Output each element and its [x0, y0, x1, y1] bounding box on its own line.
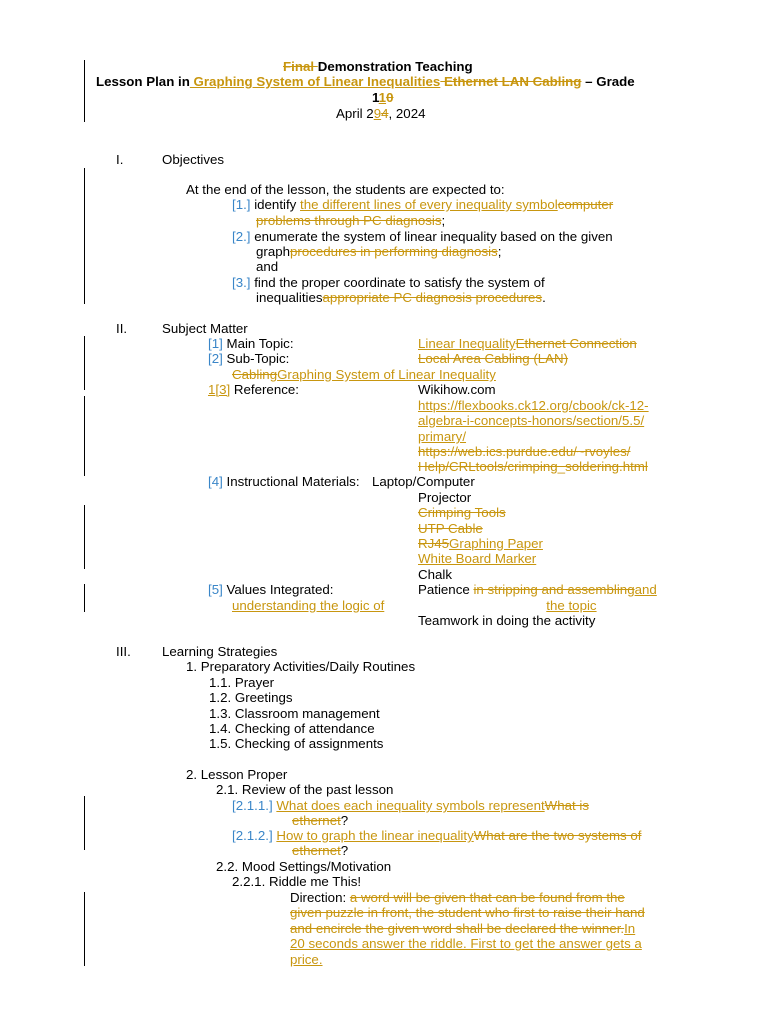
material-item-deleted: Crimping Tools [418, 505, 506, 520]
change-bar [84, 584, 85, 612]
reference-label: 1[3] Reference: [208, 382, 299, 397]
change-bar [84, 892, 85, 966]
value-item: Teamwork in doing the activity [418, 613, 596, 628]
reference-link[interactable]: primary/ [418, 429, 467, 444]
direction-text-inserted: price. [290, 952, 323, 967]
section-heading: Subject Matter [162, 321, 248, 336]
lesson-plan-title: Lesson Plan in Graphing System of Linear Inequalities Ethernet LAN Cabling – Grade [96, 74, 635, 89]
review-question-cont: ethernet? [292, 813, 349, 828]
objective-item: [3.] find the proper coordinate to satisfy the system of [232, 275, 545, 290]
change-bar [84, 796, 85, 850]
material-item-deleted: UTP Cable [418, 521, 483, 536]
reference-link[interactable]: https://flexbooks.ck12.org/cbook/ck-12- [418, 398, 649, 413]
objective-item-cont: graphprocedures in performing diagnosis; [256, 244, 502, 259]
section-number: II. [116, 321, 128, 336]
mood-heading: 2.2. Mood Settings/Motivation [216, 859, 392, 874]
material-item-inserted: White Board Marker [418, 551, 537, 566]
reference-item: Wikihow.com [418, 382, 496, 397]
doc-title: Final Demonstration Teaching [283, 59, 473, 74]
review-question: [2.1.1.] What does each inequality symbols representWhat is [232, 798, 590, 813]
prep-item: 1.4. Checking of attendance [209, 721, 375, 736]
section-heading: Learning Strategies [162, 644, 278, 659]
change-bar [84, 168, 85, 304]
prep-item: 1.2. Greetings [209, 690, 293, 705]
change-bar [84, 336, 85, 390]
direction-text: Direction: a word will be given that can be found from the [290, 890, 625, 905]
lesson-date: April 294, 2024 [336, 106, 426, 121]
material-item: Laptop/Computer [372, 474, 475, 489]
riddle-heading: 2.2.1. Riddle me This! [232, 874, 362, 889]
objectives-intro: At the end of the lesson, the students are expected to: [186, 182, 505, 197]
objective-item: [2.] enumerate the system of linear inequality based on the given [232, 229, 613, 244]
lesson-proper: 2. Lesson Proper [186, 767, 288, 782]
material-item: Chalk [418, 567, 452, 582]
section-number: III. [116, 644, 131, 659]
prep-item: 1.3. Classroom management [209, 706, 380, 721]
value-item-cont: understanding the logic of the topic [232, 598, 597, 613]
main-topic-label: [1] Main Topic: [208, 336, 294, 351]
reference-link-deleted: https://web.ics.purdue.edu/~rvoyles/ [418, 444, 631, 459]
prep-item: 1.5. Checking of assignments [209, 736, 384, 751]
materials-label: [4] Instructional Materials: [208, 474, 360, 489]
main-topic-value: Linear InequalityEthernet Connection [418, 336, 637, 351]
review-question-cont: ethernet? [292, 843, 349, 858]
change-bar [84, 60, 85, 122]
value-item: Patience in stripping and assemblingand [418, 582, 657, 597]
direction-text-inserted: 20 seconds answer the riddle. First to get the answer gets a [290, 936, 642, 951]
prep-item: 1.1. Prayer [209, 675, 275, 690]
reference-link[interactable]: algebra-i-concepts-honors/section/5.5/ [418, 413, 645, 428]
values-label: [5] Values Integrated: [208, 582, 334, 597]
sub-topic-value: Local Area Cabling (LAN) [418, 351, 569, 366]
review-heading: 2.1. Review of the past lesson [216, 782, 394, 797]
material-item: Projector [418, 490, 472, 505]
prep-activities: 1. Preparatory Activities/Daily Routines [186, 659, 416, 674]
objective-item-cont: inequalitiesappropriate PC diagnosis procedures. [256, 290, 546, 305]
objective-item-cont: problems through PC diagnosis; [256, 213, 446, 228]
material-item: RJ45Graphing Paper [418, 536, 543, 551]
change-bar [84, 505, 85, 569]
sub-topic-value-cont: CablingGraphing System of Linear Inequality [232, 367, 496, 382]
objective-item: [1.] identify the different lines of every inequality symbolcomputer [232, 197, 614, 212]
section-heading: Objectives [162, 152, 225, 167]
objective-item-cont: and [256, 259, 279, 274]
grade-number: 110 [372, 90, 394, 105]
reference-link-deleted: Help/CRLtools/crimping_soldering.html [418, 459, 648, 474]
section-number: I. [116, 152, 124, 167]
sub-topic-label: [2] Sub-Topic: [208, 351, 290, 366]
direction-text-deleted: given puzzle in front, the student who first to raise their hand [290, 905, 645, 920]
review-question: [2.1.2.] How to graph the linear inequalityWhat are the two systems of [232, 828, 642, 843]
direction-text-cont: and encircle the given word shall be declared the winner.In [290, 921, 636, 936]
change-bar [84, 396, 85, 476]
